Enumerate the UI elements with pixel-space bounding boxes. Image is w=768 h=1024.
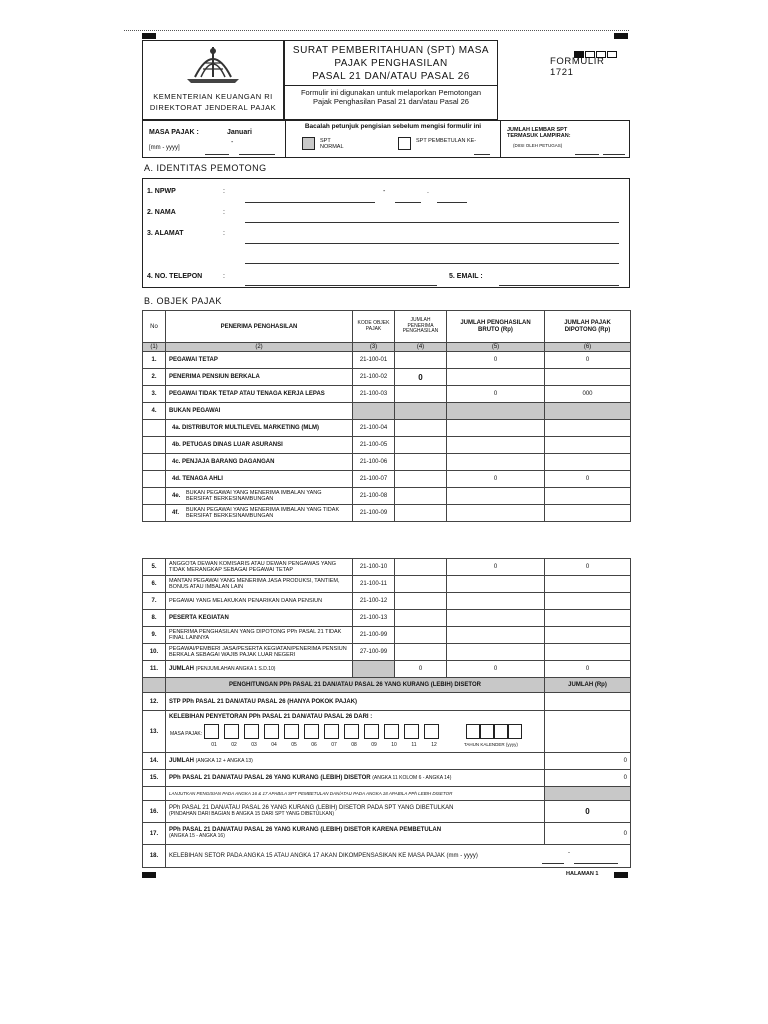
row-kode-empty [353,403,395,420]
row-bruto-input[interactable] [447,420,545,437]
total-jumlah: 0 [395,661,447,678]
top-dotted-line [124,30,629,31]
instruction-text: Bacalah petunjuk pengisian sebelum mengisi formulir ini [304,123,482,130]
note-row-no [143,787,166,801]
row-jumlah-input[interactable] [395,386,447,403]
row-label: 4b. PETUGAS DINAS LUAR ASURANSI [166,437,353,454]
row-bruto-input[interactable] [447,576,545,593]
period-value: Januari [227,129,252,136]
month-checkbox[interactable] [424,724,439,739]
row-no-empty [143,471,166,488]
month-label: 06 [311,742,317,748]
nama-colon: : [223,209,225,216]
row18-month-input[interactable] [542,853,564,864]
row-jumlah-input[interactable] [395,471,447,488]
row-dipotong-input[interactable] [545,593,631,610]
npwp-dash: - [383,188,386,195]
row-no: 1. [143,352,166,369]
row-no: 7. [143,593,166,610]
objek-pajak-table-top [142,310,631,522]
row-jumlah-input[interactable] [395,488,447,505]
row-dipotong-input[interactable] [545,420,631,437]
table-row [143,845,631,868]
row-kode: 21-100-03 [353,386,395,403]
table-row [143,576,631,593]
row-label-note: (PENJUMLAHAN ANGKA 1 S.D.10) [195,666,276,672]
header-code-area [498,40,630,120]
month-label: 04 [271,742,277,748]
nama-label: 2. NAMA [147,209,176,216]
month-label: 01 [211,742,217,748]
form-subtitle-text: Formulir ini digunakan untuk melaporkan Pemotongan Pajak Penghasilan Pasal 21 dan/atau Pasal 26 [300,88,482,106]
table-row [143,369,631,386]
row-kode: 21-100-07 [353,471,395,488]
row-dipotong-input[interactable]: 000 [545,386,631,403]
row-jumlah-input[interactable] [395,505,447,522]
header-no: No [143,311,166,343]
table-row [143,753,631,770]
note-row [143,787,631,801]
row-kode-empty [353,661,395,678]
row-bruto-input[interactable] [447,644,545,661]
row-label: BUKAN PEGAWAI YANG MENERIMA IMBALAN YANG TIDAK BERSIFAT BERKESINAMBUNGAN [186,506,340,519]
note-row-empty [545,787,631,801]
row-label: JUMLAH [169,758,194,764]
row-label: STP PPh PASAL 21 DAN/ATAU PASAL 26 (HANYA POKOK PAJAK) [166,693,545,711]
row-label: KELEBIHAN SETOR PADA ANGKA 15 ATAU ANGKA 17 AKAN DIKOMPENSASIKAN KE MASA PAJAK (mm - yyyy) [169,853,478,859]
row-no-empty [143,488,166,505]
page-number: HALAMAN 1 [566,871,599,877]
spt-normal-checkbox[interactable] [302,137,315,150]
row13-value-input[interactable] [545,711,631,753]
month-labels [204,742,444,748]
table-row [143,823,631,845]
row-kode: 21-100-99 [353,627,395,644]
corner-mark-tl [142,33,156,39]
year-digit-box[interactable] [466,724,480,739]
row-bruto-input[interactable] [447,454,545,471]
year-box-group [466,724,522,739]
row-label-cell [166,770,545,787]
row-bruto-input[interactable] [447,627,545,644]
row-no: 4. [143,403,166,420]
row-bruto-input[interactable] [447,610,545,627]
row-no: 3. [143,386,166,403]
row-jumlah-input[interactable] [395,610,447,627]
row-no: 18. [143,845,166,868]
alamat-input-1[interactable] [245,233,619,244]
pembetulan-number-input[interactable] [474,144,490,155]
row-kode: 21-100-08 [353,488,395,505]
telepon-label: 4. NO. TELEPON [147,273,203,280]
section-b-title: B. OBJEK PAJAK [144,296,222,306]
table-row [143,559,631,576]
table-row [143,454,631,471]
month-checkbox[interactable] [304,724,319,739]
row-no: 12. [143,693,166,711]
row-no-empty [143,420,166,437]
row-bruto-input[interactable]: 0 [447,559,545,576]
month-label: 12 [431,742,437,748]
table-row [143,437,631,454]
row-label-note: (ANGKA 15 - ANGKA 16) [169,833,225,840]
row-label-note: (ANGKA 11 KOLOM 6 - ANGKA 14) [372,775,452,781]
alamat-input-2[interactable] [245,253,619,264]
table-row-total [143,661,631,678]
calc-header-label: PENGHITUNGAN PPh PASAL 21 DAN/ATAU PASAL 26 YANG KURANG (LEBIH) DISETOR [166,678,545,693]
lampiran-input-2[interactable] [603,144,625,155]
npwp-input-1[interactable] [245,192,375,203]
calc-header-row [143,678,631,693]
month-checkbox[interactable] [364,724,379,739]
ministry-logo-icon [183,43,243,87]
form-subtitle [285,85,497,121]
table-row [143,386,631,403]
month-label: 09 [371,742,377,748]
row-label: PEGAWAI TETAP [166,352,353,369]
row-no: 8. [143,610,166,627]
spt-normal-option[interactable] [302,135,318,153]
row-label-note: (ANGKA 12 + ANGKA 13) [195,758,253,764]
spt-normal-label: SPT NORMAL [320,138,344,151]
row-no: 16. [143,801,166,823]
row-label: PPh PASAL 21 DAN/ATAU PASAL 26 YANG KURANG (LEBIH) DISETOR KARENA PEMBETULAN [169,827,442,834]
row-dipotong-empty [545,403,631,420]
row-dipotong-input[interactable]: 0 [545,352,631,369]
row-bruto-input[interactable]: 0 [447,352,545,369]
corner-mark-br [614,872,628,878]
year-digit-box[interactable] [508,724,522,739]
row-dipotong-input[interactable]: 0 [545,471,631,488]
row-label-cell [166,823,545,845]
month-checkbox[interactable] [384,724,399,739]
col-number: (6) [545,343,631,352]
row-no-empty [143,505,166,522]
nama-input[interactable] [245,212,619,223]
row-label-cell [166,505,353,522]
npwp-dot: . [427,188,429,195]
row18-dash: - [568,850,570,856]
table-row [143,801,631,823]
objek-pajak-table-bottom [142,558,631,868]
header-jumlah-penerima: JUMLAH PENERIMA PENGHASILAN [395,311,447,343]
period-month-input[interactable] [205,144,229,155]
period-format-hint: [mm - yyyy] [149,145,180,151]
table-row [143,693,631,711]
col-number: (5) [447,343,545,352]
section-a-box [142,178,630,288]
month-label: 02 [231,742,237,748]
period-box [142,120,630,158]
table-row [143,403,631,420]
row12-value-input[interactable] [545,693,631,711]
row-dipotong-input[interactable] [545,437,631,454]
row18-cell [166,845,631,868]
row-label: PPh PASAL 21 DAN/ATAU PASAL 26 YANG KURANG (LEBIH) DISETOR [169,775,371,781]
form-title-line3: PASAL 21 DAN/ATAU PASAL 26 [312,71,470,82]
row-no-empty [143,437,166,454]
col-number-row [143,343,631,352]
table-row [143,610,631,627]
row-bruto-input[interactable] [447,505,545,522]
row-bruto-input[interactable]: 0 [447,471,545,488]
table-row [143,488,631,505]
corner-mark-tr [614,33,628,39]
row-label: PENERIMA PENGHASILAN YANG DIPOTONG PPh PASAL 21 TIDAK FINAL LAINNYA [166,627,353,644]
corner-mark-bl [142,872,156,878]
row-bruto-input[interactable] [447,593,545,610]
row-jumlah-input[interactable] [395,576,447,593]
col-number: (3) [353,343,395,352]
month-checkbox[interactable] [224,724,239,739]
row-no: 15. [143,770,166,787]
row-no: 5. [143,559,166,576]
spt-pembetulan-option[interactable] [398,135,414,153]
row-kode: 21-100-10 [353,559,395,576]
spt-pembetulan-label: SPT PEMBETULAN KE- [416,138,477,144]
alamat-colon: : [223,230,225,237]
month-checkbox[interactable] [324,724,339,739]
row17-value: 0 [545,823,631,845]
row-jumlah-input[interactable] [395,559,447,576]
table-row [143,505,631,522]
row-no: 13. [143,711,166,753]
npwp-colon: : [223,188,225,195]
row-label-note: (PINDAHAN DARI BAGIAN B ANGKA 15 DARI SPT YANG DIBETULKAN) [169,811,335,818]
row-dipotong-input[interactable] [545,576,631,593]
row-jumlah-input[interactable]: 0 [395,369,447,386]
month-checkbox[interactable] [344,724,359,739]
row-no: 9. [143,627,166,644]
row-label: BUKAN PEGAWAI YANG MENERIMA IMBALAN YANG BERSIFAT BERKESINAMBUNGAN [186,489,322,502]
row-label-cell [166,801,545,823]
year-digit-box[interactable] [480,724,494,739]
row-kode: 21-100-01 [353,352,395,369]
period-year-input[interactable] [239,144,275,155]
row-kode: 21-100-09 [353,505,395,522]
row-dipotong-input[interactable] [545,369,631,386]
total-dipotong: 0 [545,661,631,678]
row-bruto-empty [447,403,545,420]
row-label: PESERTA KEGIATAN [166,610,353,627]
year-label: TAHUN KALENDER (yyyy) [464,742,518,747]
row-label: BUKAN PEGAWAI [166,403,353,420]
row-kode: 21-100-13 [353,610,395,627]
row-bruto-input[interactable] [447,369,545,386]
col-number: (2) [166,343,353,352]
email-label: 5. EMAIL : [449,273,483,280]
row-label: PEGAWAI/PEMBERI JASA/PESERTA KEGIATAN/PENERIMA PENSIUN BERKALA SEBAGAI WAJIB PAJAK LUAR NEGERI [166,644,353,661]
row-jumlah-input[interactable] [395,437,447,454]
header-dipotong: JUMLAH PAJAK DIPOTONG (Rp) [545,311,631,343]
table-row [143,420,631,437]
row-jumlah-input[interactable] [395,644,447,661]
month-checkbox[interactable] [204,724,219,739]
lampiran-label: JUMLAH LEMBAR SPT TERMASUK LAMPIRAN: [507,127,571,140]
period-dash: - [231,139,234,146]
note-row-text: LANJUTKAN PENGISIAN PADA ANGKA 16 & 17 APABILA SPT PEMBETULAN DAN/ATAU PADA ANGKA 18 APABILA PPh LEBIH DISETOR [166,787,545,801]
directorate-name: DIREKTORAT JENDERAL PAJAK [149,103,277,112]
calc-amount-header: JUMLAH (Rp) [545,678,631,693]
row13-masa-label: MASA PAJAK: [170,731,203,737]
row-label: PENERIMA PENSIUN BERKALA [166,369,353,386]
month-label: 10 [391,742,397,748]
row-label-cell [166,488,353,505]
row-dipotong-input[interactable] [545,627,631,644]
period-label: MASA PAJAK : [149,129,199,136]
row-label-cell [166,753,545,770]
row-dipotong-input[interactable] [545,488,631,505]
alamat-label: 3. ALAMAT [147,230,184,237]
ministry-name: KEMENTERIAN KEUANGAN RI [153,92,273,101]
table-row [143,644,631,661]
row-label-cell [166,661,353,678]
header-bruto: JUMLAH PENGHASILAN BRUTO (Rp) [447,311,545,343]
npwp-input-2[interactable] [395,192,421,203]
month-checkbox[interactable] [244,724,259,739]
month-label: 03 [251,742,257,748]
npwp-input-3[interactable] [437,192,467,203]
header-logo-box [142,40,284,120]
row-dipotong-input[interactable] [545,454,631,471]
month-label: 08 [351,742,357,748]
row-sub-no: 4f. [172,509,180,516]
row-jumlah-input[interactable] [395,352,447,369]
row13-cell [166,711,545,753]
month-label: 05 [291,742,297,748]
form-title-line1: SURAT PEMBERITAHUAN (SPT) MASA [292,45,490,56]
header-title-box [284,40,498,120]
row14-value: 0 [545,753,631,770]
month-checkbox[interactable] [284,724,299,739]
month-checkbox-group [204,724,444,739]
table-row [143,711,631,753]
row-no: 11. [143,661,166,678]
row-label: PEGAWAI TIDAK TETAP ATAU TENAGA KERJA LEPAS [166,386,353,403]
row-label: JUMLAH [169,666,194,672]
row-bruto-input[interactable]: 0 [447,386,545,403]
period-divider [285,121,501,157]
row-dipotong-input[interactable] [545,610,631,627]
email-input[interactable] [499,275,619,286]
telepon-colon: : [223,273,225,280]
col-number: (1) [143,343,166,352]
row-label: KELEBIHAN PENYETORAN PPh PASAL 21 DAN/ATAU PASAL 26 DARI : [169,714,373,720]
col-number: (4) [395,343,447,352]
row-no-empty [143,454,166,471]
form-code: FORMULIR 1721 [550,56,605,78]
row-bruto-input[interactable] [447,488,545,505]
header-kode: KODE OBJEK PAJAK [353,311,395,343]
row15-value: 0 [545,770,631,787]
table-row [143,593,631,610]
month-label: 07 [331,742,337,748]
row-jumlah-input[interactable] [395,627,447,644]
row-jumlah-input[interactable] [395,420,447,437]
row-dipotong-input[interactable]: 0 [545,559,631,576]
month-label: 11 [411,742,417,748]
month-checkbox[interactable] [264,724,279,739]
table-row [143,352,631,369]
spt-pembetulan-checkbox[interactable] [398,137,411,150]
row-dipotong-input[interactable] [545,505,631,522]
row-sub-no: 4e. [172,492,181,499]
row-kode: 21-100-02 [353,369,395,386]
row-kode: 21-100-11 [353,576,395,593]
row-no: 6. [143,576,166,593]
row-kode: 21-100-05 [353,437,395,454]
row-no: 2. [143,369,166,386]
npwp-label: 1. NPWP [147,188,176,195]
total-bruto: 0 [447,661,545,678]
row-label: PPh PASAL 21 DAN/ATAU PASAL 26 YANG KURANG (LEBIH) DISETOR PADA SPT YANG DIBETULKAN [169,805,454,812]
table-row [143,770,631,787]
row18-year-input[interactable] [574,853,618,864]
row-label: ANGGOTA DEWAN KOMISARIS ATAU DEWAN PENGAWAS YANG TIDAK MERANGKAP SEBAGAI PEGAWAI TETAP [166,559,353,576]
row-kode: 21-100-04 [353,420,395,437]
lampiran-hint: (DIISI OLEH PETUGAS) [513,143,563,148]
month-checkbox[interactable] [404,724,419,739]
row-no: 17. [143,823,166,845]
row-kode: 21-100-06 [353,454,395,471]
table-row [143,627,631,644]
year-digit-box[interactable] [494,724,508,739]
section-a-title: A. IDENTITAS PEMOTONG [144,163,267,173]
calc-header-no [143,678,166,693]
row16-value-input[interactable]: 0 [545,801,631,823]
row-label: 4c. PENJAJA BARANG DAGANGAN [166,454,353,471]
row-bruto-input[interactable] [447,437,545,454]
row-jumlah-input[interactable] [395,454,447,471]
row-kode: 21-100-12 [353,593,395,610]
row-label: 4d. TENAGA AHLI [166,471,353,488]
row-label: 4a. DISTRIBUTOR MULTILEVEL MARKETING (MLM) [166,420,353,437]
row-label: MANTAN PEGAWAI YANG MENERIMA JASA PRODUKSI, TANTIEM, BONUS ATAU IMBALAN LAIN [166,576,353,593]
row-no: 14. [143,753,166,770]
row-no: 10. [143,644,166,661]
lampiran-input-1[interactable] [575,144,599,155]
header-penerima: PENERIMA PENGHASILAN [166,311,353,343]
row-dipotong-input[interactable] [545,644,631,661]
table-row [143,471,631,488]
telepon-input[interactable] [245,275,437,286]
row-kode: 27-100-99 [353,644,395,661]
form-title-line2: PAJAK PENGHASILAN [334,58,448,69]
row-label: PEGAWAI YANG MELAKUKAN PENARIKAN DANA PENSIUN [166,593,353,610]
row-jumlah-input[interactable] [395,593,447,610]
row-jumlah-empty [395,403,447,420]
